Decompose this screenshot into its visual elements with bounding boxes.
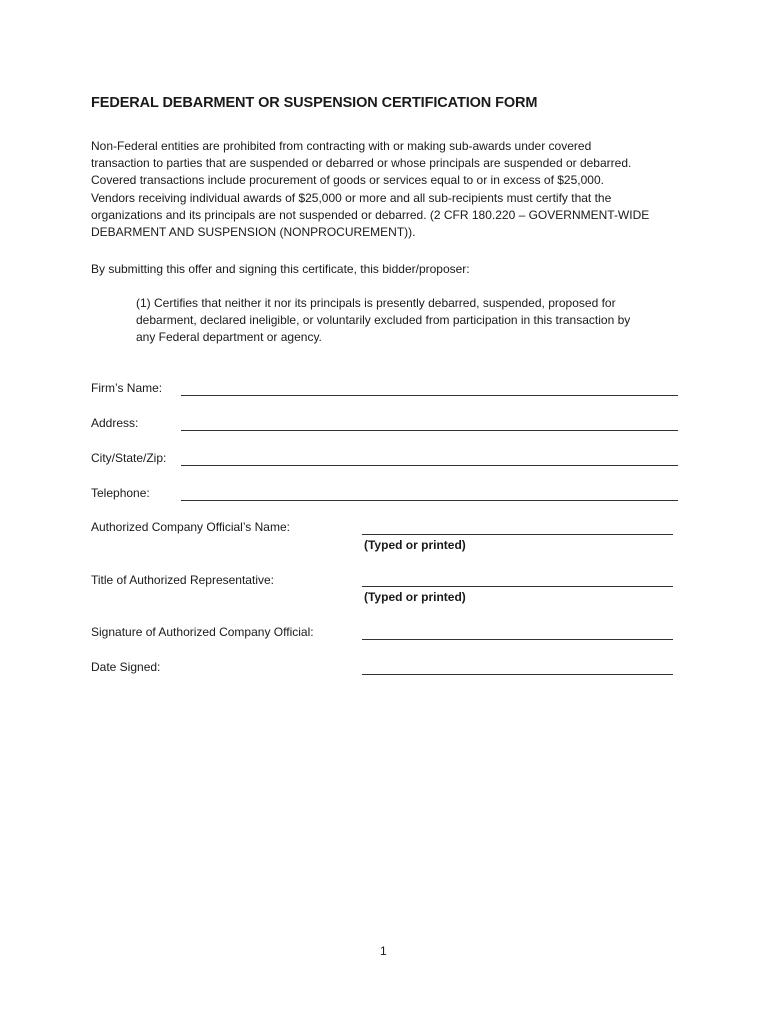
certification-line: (1) Certifies that neither it nor its principals is presently debarred, suspended, proposed for xyxy=(136,296,616,310)
representative-title-field[interactable] xyxy=(362,586,673,587)
city-state-zip-label: City/State/Zip: xyxy=(91,451,167,465)
official-name-field[interactable] xyxy=(362,534,673,535)
address-label: Address: xyxy=(91,416,139,430)
official-name-note: (Typed or printed) xyxy=(364,538,466,552)
signature-field[interactable] xyxy=(362,639,673,640)
intro-paragraph xyxy=(91,138,691,241)
telephone-field[interactable] xyxy=(181,500,678,501)
official-name-label: Authorized Company Official’s Name: xyxy=(91,520,290,534)
submission-statement: By submitting this offer and signing this certificate, this bidder/proposer: xyxy=(91,262,470,276)
representative-title-note: (Typed or printed) xyxy=(364,590,466,604)
city-state-zip-field[interactable] xyxy=(181,465,678,466)
firm-name-field[interactable] xyxy=(181,395,678,396)
telephone-label: Telephone: xyxy=(91,486,150,500)
representative-title-label: Title of Authorized Representative: xyxy=(91,573,274,587)
certification-line: debarment, declared ineligible, or voluntarily excluded from participation in this transaction by xyxy=(136,313,631,328)
firm-name-label: Firm’s Name: xyxy=(91,381,163,395)
intro-line: Non-Federal entities are prohibited from contracting with or making sub-awards under covered xyxy=(91,139,592,153)
page-number: 1 xyxy=(380,944,387,958)
date-signed-field[interactable] xyxy=(362,674,673,675)
intro-line: Covered transactions include procurement of goods or services equal to or in excess of $25,000. xyxy=(91,173,604,188)
certification-clause xyxy=(136,295,696,347)
date-signed-label: Date Signed: xyxy=(91,660,161,674)
intro-line: transaction to parties that are suspended or debarred or whose principals are suspended or debarred. xyxy=(91,156,632,171)
signature-label: Signature of Authorized Company Official: xyxy=(91,625,314,639)
form-title: FEDERAL DEBARMENT OR SUSPENSION CERTIFICATION FORM xyxy=(91,95,538,111)
intro-line: Vendors receiving individual awards of $25,000 or more and all sub-recipients must certify that the xyxy=(91,190,612,205)
intro-line: DEBARMENT AND SUSPENSION (NONPROCUREMENT)). xyxy=(91,225,416,240)
address-field[interactable] xyxy=(181,430,678,431)
intro-line: organizations and its principals are not suspended or debarred. (2 CFR 180.220 – GOVERNMENT-WIDE xyxy=(91,207,650,222)
certification-line: any Federal department or agency. xyxy=(136,330,322,345)
